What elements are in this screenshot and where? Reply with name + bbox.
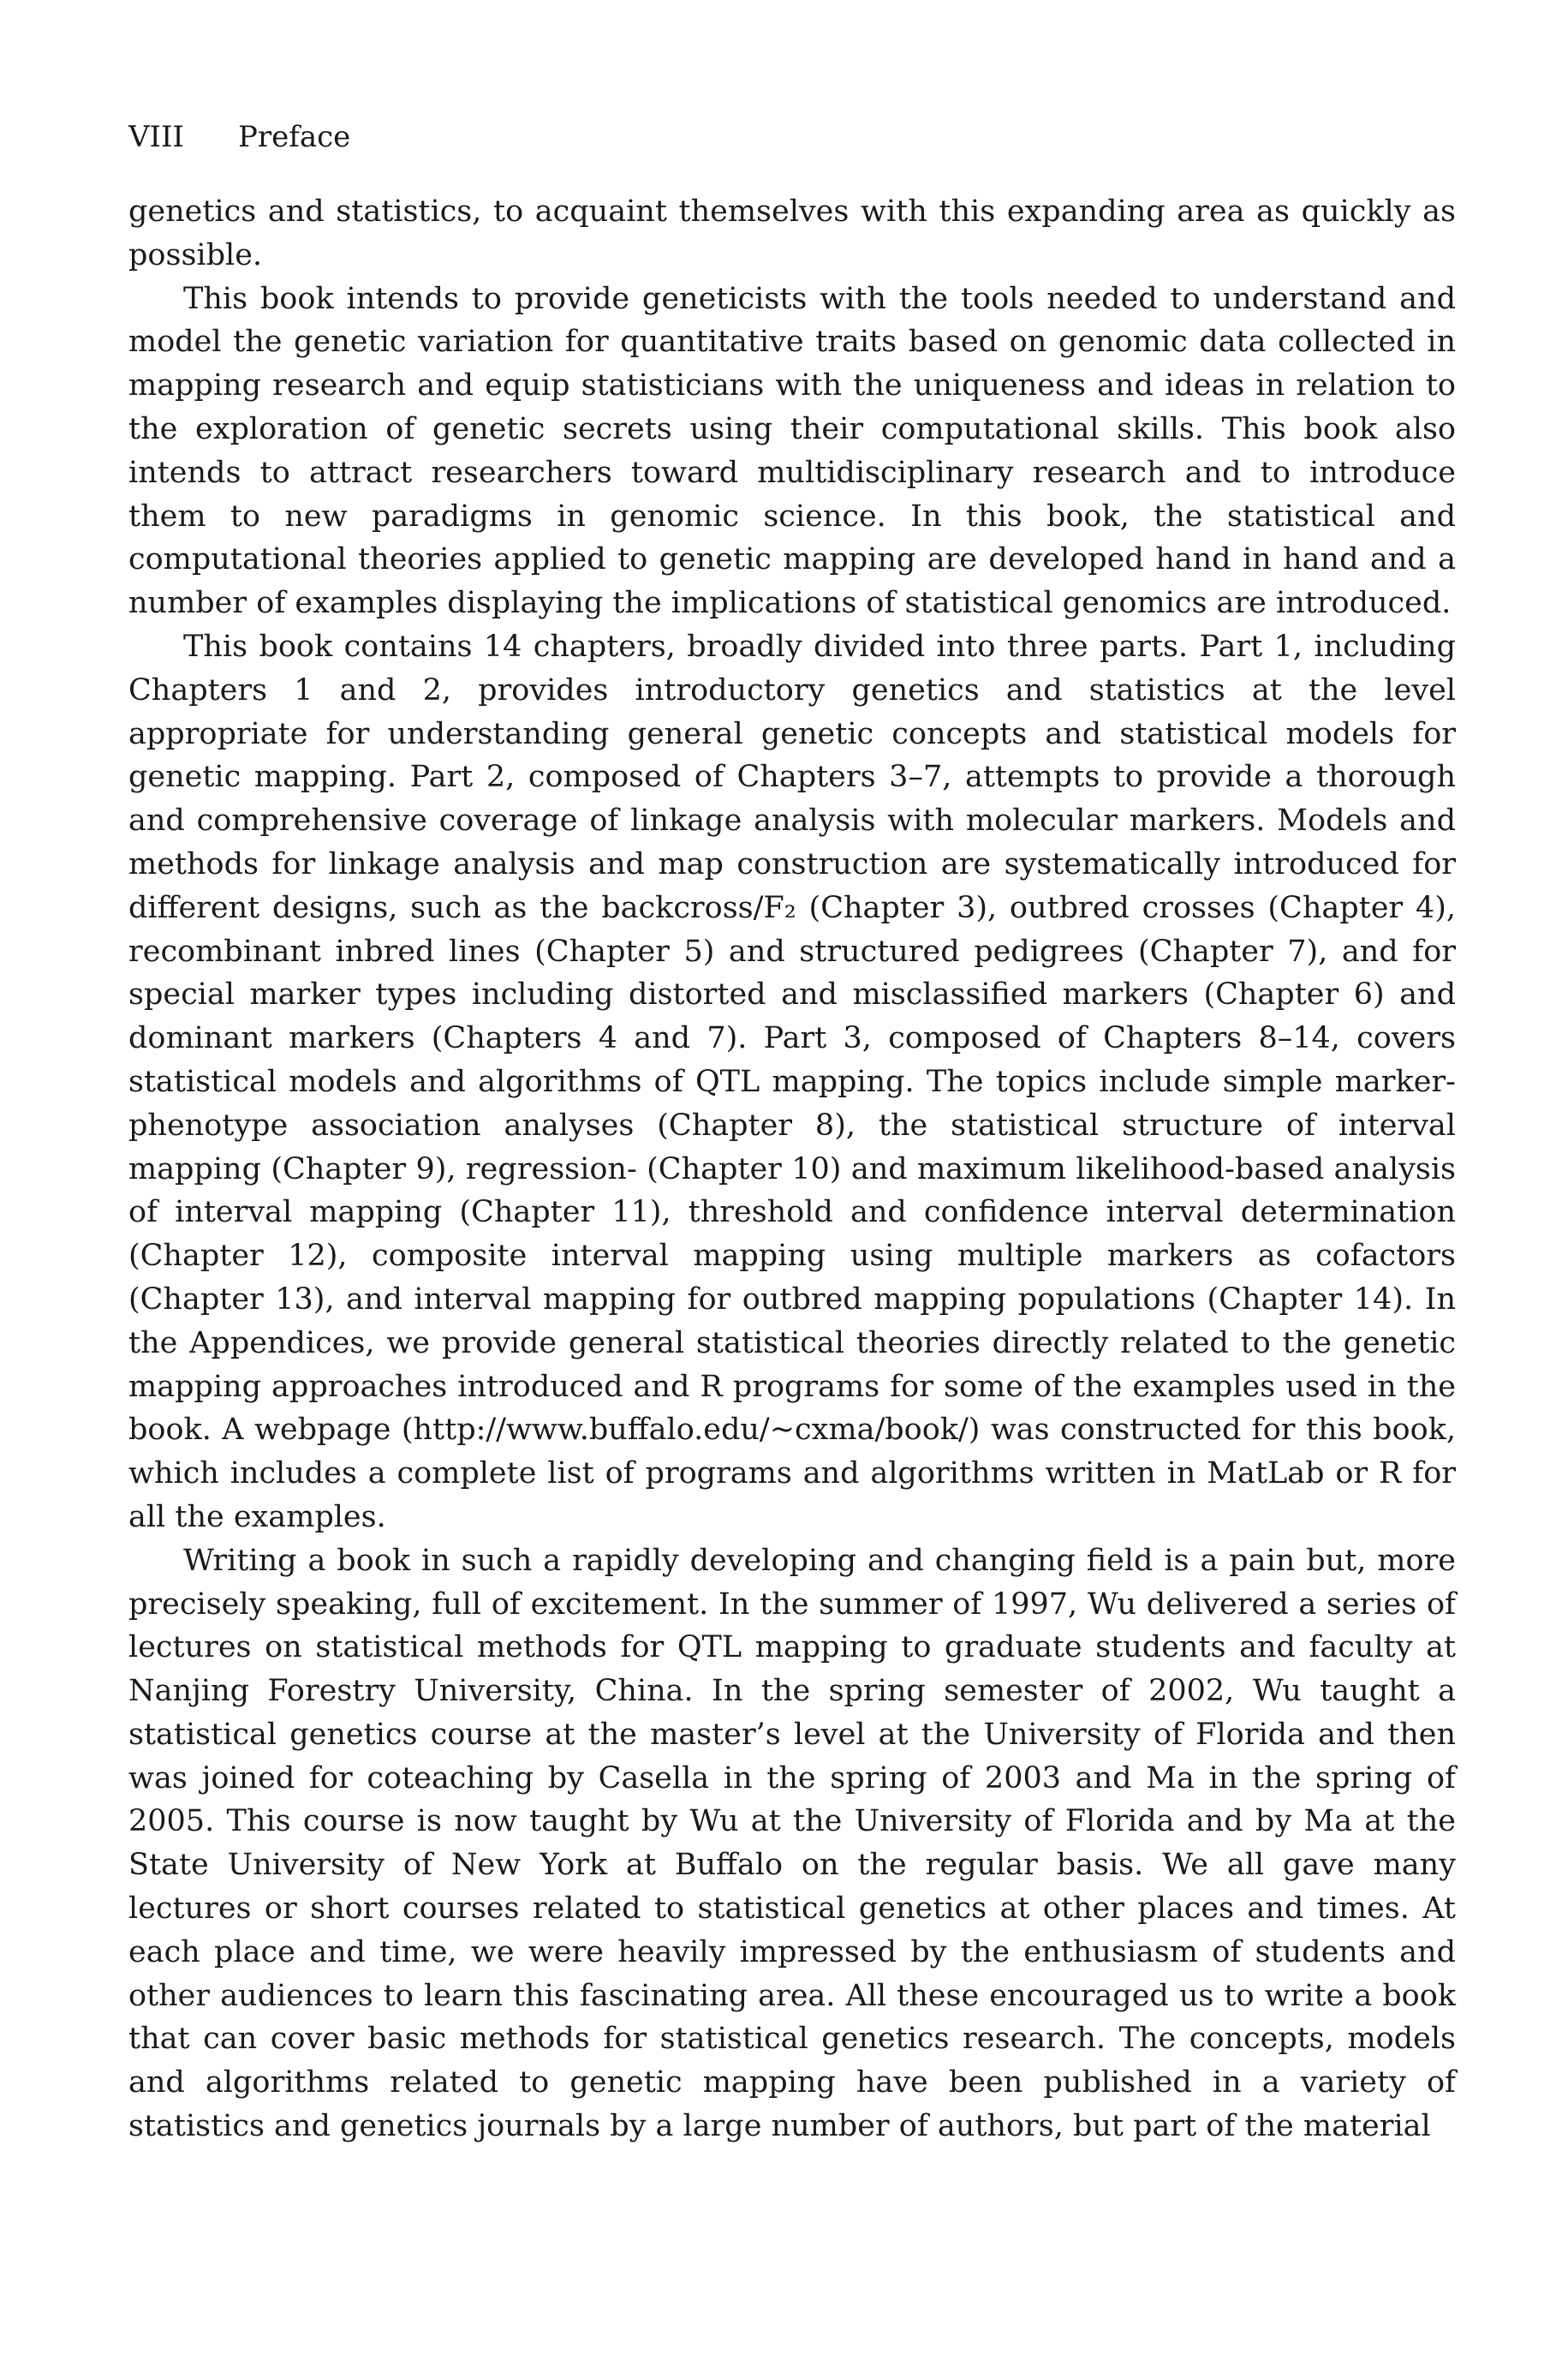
running-head bbox=[128, 120, 1456, 154]
paragraph-book-structure: This book contains 14 chapters, broadly divided into three parts. Part 1, including Chapters 1 and 2, provides introductory genetics and statistics at the level appropriate for understanding general genetic concepts and statistical models for genetic mapping. Part 2, composed of Chapters 3–7, attempts to provide a thorough and comprehensive coverage of linkage analysis with molecular markers. Models and methods for linkage analysis and map construction are systematically introduced for different designs, such as the backcross/F₂ (Chapter 3), outbred crosses (Chapter 4), recombinant inbred lines (Chapter 5) and structured pedigrees (Chapter 7), and for special marker types including distorted and misclassified markers (Chapter 6) and dominant markers (Chapters 4 and 7). Part 3, composed of Chapters 8–14, covers statistical models and algorithms of QTL mapping. The topics include simple marker-phenotype association analyses (Chapter 8), the statistical structure of interval mapping (Chapter 9), regression- (Chapter 10) and maximum likelihood-based analysis of interval mapping (Chapter 11), threshold and confidence interval determination (Chapter 12), composite interval mapping using multiple markers as cofactors (Chapter 13), and interval mapping for outbred mapping populations (Chapter 14). In the Appendices, we provide general statistical theories directly related to the genetic mapping approaches introduced and R programs for some of the examples used in the book. A webpage (http://www.buffalo.edu/∼cxma/book/) was constructed for this book, which includes a complete list of programs and algorithms written in MatLab or R for all the examples. bbox=[128, 629, 1456, 1534]
body-text bbox=[128, 190, 1456, 2148]
page-number: VIII bbox=[128, 120, 184, 154]
paragraph-book-history: Writing a book in such a rapidly developing and changing field is a pain but, more precisely speaking, full of excitement. In the summer of 1997, Wu delivered a series of lectures on statistical methods for QTL mapping to graduate students and faculty at Nanjing Forestry University, China. In the spring semester of 2002, Wu taught a statistical genetics course at the master’s level at the University of Florida and then was joined for coteaching by Casella in the spring of 2003 and Ma in the spring of 2005. This course is now taught by Wu at the University of Florida and by Ma at the State University of New York at Buffalo on the regular basis. We all gave many lectures or short courses related to statistical genetics at other places and times. At each place and time, we were heavily impressed by the enthusiasm of students and other audiences to learn this fascinating area. All these encouraged us to write a book that can cover basic methods for statistical genetics research. The concepts, models and algorithms related to genetic mapping have been published in a variety of statistics and genetics journals by a large number of authors, but part of the material bbox=[128, 1543, 1456, 2144]
book-page bbox=[128, 120, 1456, 2148]
paragraph-continuation: genetics and statistics, to acquaint themselves with this expanding area as quickly as possible. bbox=[128, 194, 1456, 272]
section-title: Preface bbox=[238, 120, 351, 154]
paragraph-book-aims: This book intends to provide geneticists with the tools needed to understand and model the genetic variation for quantitative traits based on genomic data collected in mapping research and equip statisticians with the uniqueness and ideas in relation to the exploration of genetic secrets using their computational skills. This book also intends to attract researchers toward multidisciplinary research and to introduce them to new paradigms in genomic science. In this book, the statistical and computational theories applied to genetic mapping are developed hand in hand and a number of examples displaying the implications of statistical genomics are introduced. bbox=[128, 281, 1456, 621]
